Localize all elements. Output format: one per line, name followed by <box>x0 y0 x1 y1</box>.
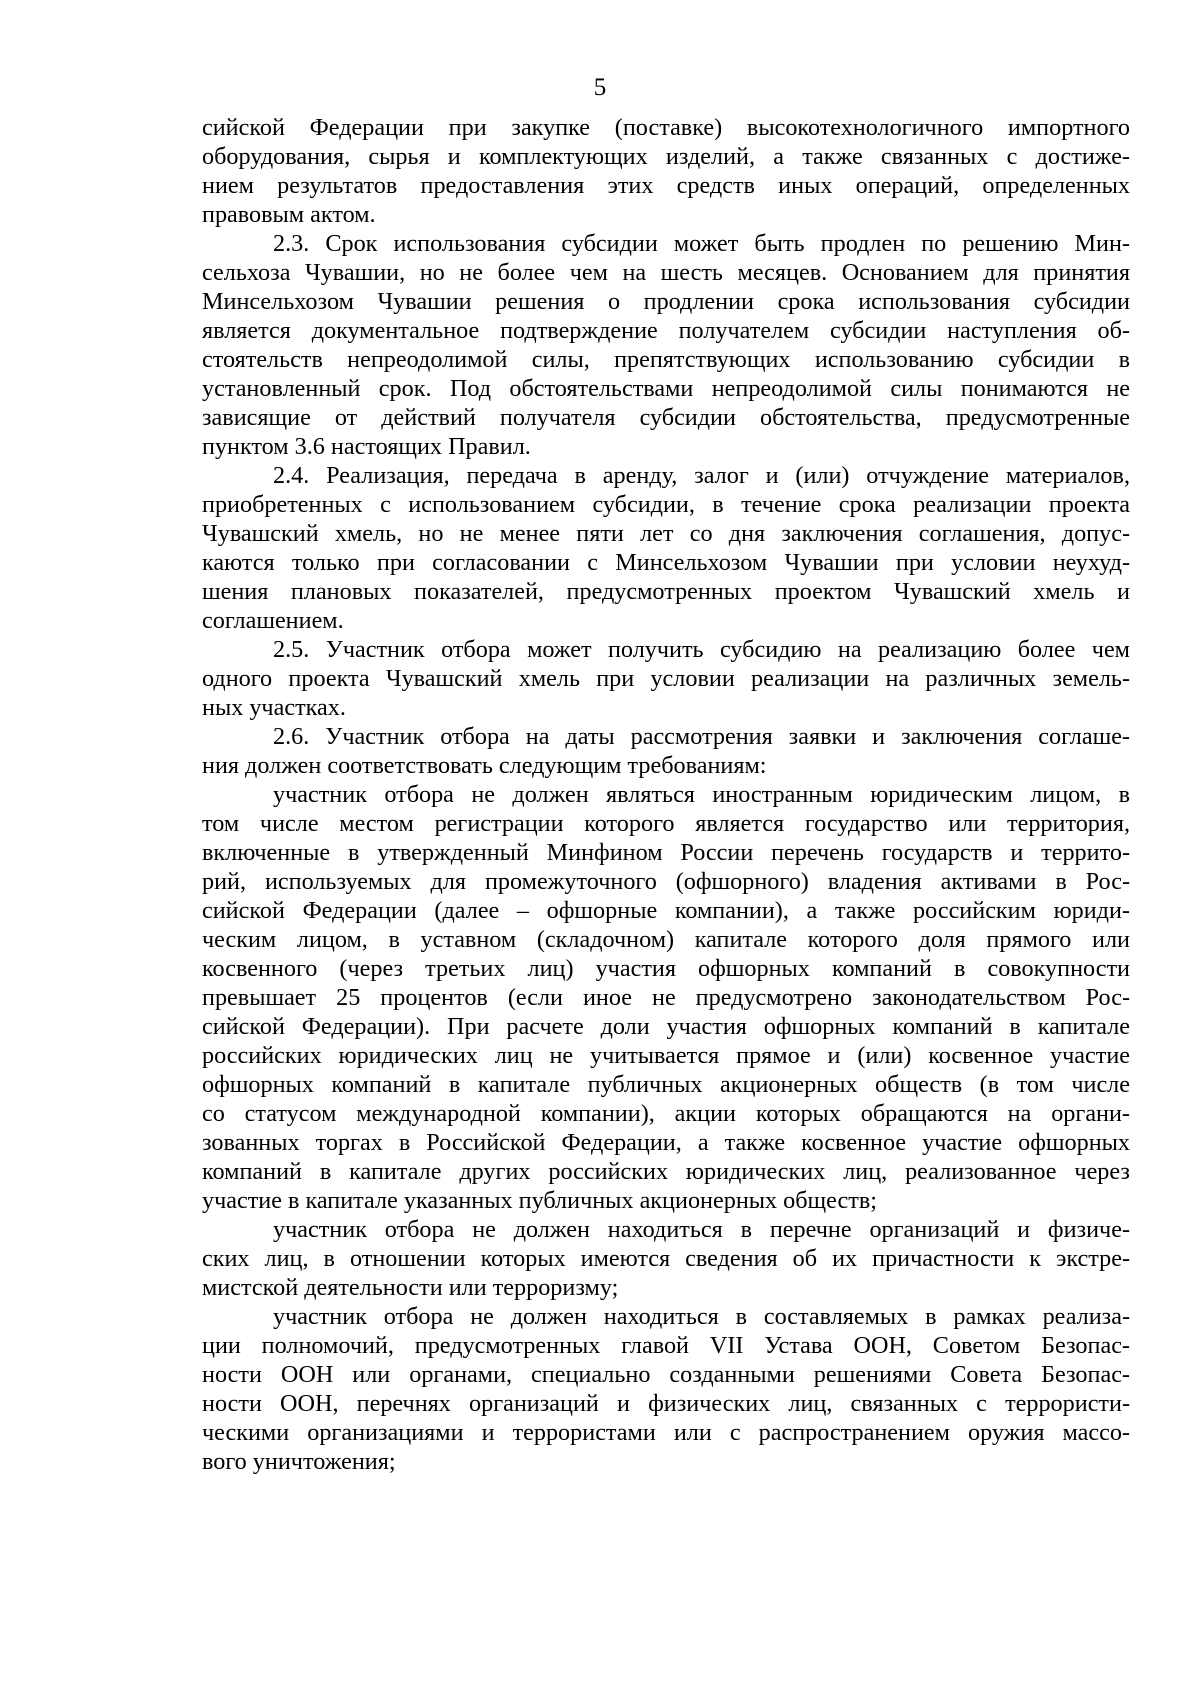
text-line: косвенного (через третьих лиц) участия офшорных компаний в совокупности <box>202 955 1130 982</box>
text-line: мистской деятельности или терроризму; <box>202 1274 619 1301</box>
text-line: офшорных компаний в капитале публичных акционерных обществ (в том числе <box>202 1071 1130 1098</box>
text-line: участник отбора не должен находиться в перечне организаций и физиче- <box>273 1216 1130 1243</box>
text-line: каются только при согласовании с Минсельхозом Чувашии при условии неухуд- <box>202 549 1130 576</box>
text-line: Чувашский хмель, но не менее пяти лет со дня заключения соглашения, допус- <box>202 520 1130 547</box>
text-line: ности ООН, перечнях организаций и физических лиц, связанных с террористи- <box>202 1390 1130 1417</box>
text-line: ческим лицом, в уставном (складочном) капитале которого доля прямого или <box>202 926 1130 953</box>
text-line: оборудования, сырья и комплектующих изделий, а также связанных с достиже- <box>202 143 1130 170</box>
text-line: 2.3. Срок использования субсидии может быть продлен по решению Мин- <box>273 230 1130 257</box>
text-line: сийской Федерации (далее – офшорные компании), а также российским юриди- <box>202 897 1130 924</box>
text-line: соглашением. <box>202 607 344 634</box>
text-line: Минсельхозом Чувашии решения о продлении срока использования субсидии <box>202 288 1130 315</box>
page-number: 5 <box>593 74 607 101</box>
text-line: стоятельств непреодолимой силы, препятствующих использованию субсидии в <box>202 346 1130 373</box>
text-line: является документальное подтверждение получателем субсидии наступления об- <box>202 317 1130 344</box>
text-line: ности ООН или органами, специально созданными решениями Совета Безопас- <box>202 1361 1130 1388</box>
text-line: шения плановых показателей, предусмотренных проектом Чувашский хмель и <box>202 578 1130 605</box>
text-line: правовым актом. <box>202 201 376 228</box>
text-line: со статусом международной компании), акции которых обращаются на органи- <box>202 1100 1130 1127</box>
text-line: сийской Федерации). При расчете доли участия офшорных компаний в капитале <box>202 1013 1130 1040</box>
text-line: рий, используемых для промежуточного (офшорного) владения активами в Рос- <box>202 868 1130 895</box>
text-line: компаний в капитале других российских юридических лиц, реализованное через <box>202 1158 1130 1185</box>
document-body <box>202 113 1130 1476</box>
text-line: ских лиц, в отношении которых имеются сведения об их причастности к экстре- <box>202 1245 1130 1272</box>
text-line: включенные в утвержденный Минфином России перечень государств и террито- <box>202 839 1130 866</box>
text-line: 2.4. Реализация, передача в аренду, залог и (или) отчуждение материалов, <box>273 462 1130 489</box>
text-line: нием результатов предоставления этих средств иных операций, определенных <box>202 172 1130 199</box>
text-line: том числе местом регистрации которого является государство или территория, <box>202 810 1130 837</box>
text-line: ческими организациями и террористами или с распространением оружия массо- <box>202 1419 1130 1446</box>
text-line: участник отбора не должен являться иностранным юридическим лицом, в <box>273 781 1130 808</box>
text-line: зависящие от действий получателя субсидии обстоятельства, предусмотренные <box>202 404 1130 431</box>
text-line: ния должен соответствовать следующим требованиям: <box>202 752 767 779</box>
text-line: приобретенных с использованием субсидии, в течение срока реализации проекта <box>202 491 1130 518</box>
text-line: ции полномочий, предусмотренных главой VII Устава ООН, Советом Безопас- <box>202 1332 1130 1359</box>
text-line: зованных торгах в Российской Федерации, а также косвенное участие офшорных <box>202 1129 1130 1156</box>
text-line: ных участках. <box>202 694 346 721</box>
text-line: пунктом 3.6 настоящих Правил. <box>202 433 531 460</box>
text-line: российских юридических лиц не учитывается прямое и (или) косвенное участие <box>202 1042 1130 1069</box>
text-line: участие в капитале указанных публичных акционерных обществ; <box>202 1187 877 1214</box>
text-line: установленный срок. Под обстоятельствами непреодолимой силы понимаются не <box>202 375 1130 402</box>
text-line: одного проекта Чувашский хмель при условии реализации на различных земель- <box>202 665 1130 692</box>
text-line: 2.6. Участник отбора на даты рассмотрения заявки и заключения соглаше- <box>273 723 1130 750</box>
text-line: 2.5. Участник отбора может получить субсидию на реализацию более чем <box>273 636 1130 663</box>
text-line: участник отбора не должен находиться в составляемых в рамках реализа- <box>273 1303 1130 1330</box>
text-line: сийской Федерации при закупке (поставке) высокотехнологичного импортного <box>202 114 1130 141</box>
text-line: сельхоза Чувашии, но не более чем на шесть месяцев. Основанием для принятия <box>202 259 1130 286</box>
text-line: превышает 25 процентов (если иное не предусмотрено законодательством Рос- <box>202 984 1130 1011</box>
text-line: вого уничтожения; <box>202 1448 396 1475</box>
